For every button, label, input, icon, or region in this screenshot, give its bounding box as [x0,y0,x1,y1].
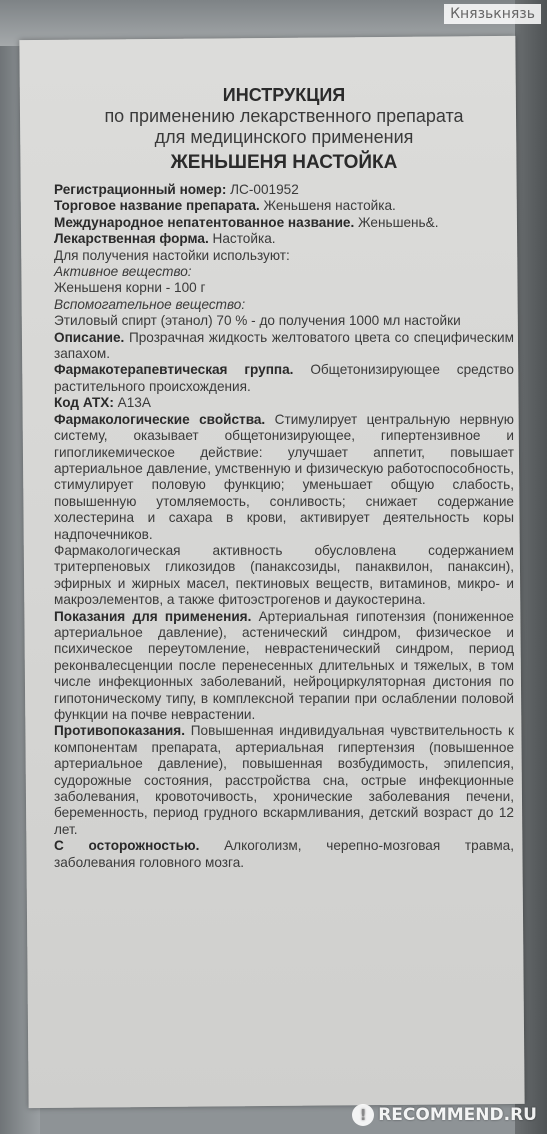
pharm-props-label: Фармакологические свойства. [54,411,266,427]
inn-value: Женьшень&. [354,214,439,230]
description-label: Описание. [54,329,125,345]
registration-value: ЛС-001952 [226,182,299,197]
dosage-form-label: Лекарственная форма. [54,231,209,247]
caution [54,838,514,871]
caution-label: С осторожностью. [54,838,200,854]
author-watermark: Князькнязь [444,4,541,24]
dosage-form [54,231,514,247]
composition-intro: Для получения настойки используют: [54,247,290,263]
trade-name-value: Женьшеня настойка. [259,198,396,214]
excipient-label: Вспомогательное вещество: [54,296,246,312]
pharm-group-label: Фармакотерапевтическая группа. [54,362,294,378]
indications [54,609,514,724]
doc-title: ИНСТРУКЦИЯ [222,85,346,105]
active-substance-value: Женьшеня корни - 100 г [54,280,206,296]
caution-value: Алкоголизм, черепно-мозговая травма, заболевания головного мозга. [54,838,515,870]
instruction-document [54,84,514,871]
doc-subtitle-1: по применению лекарственного препарата [104,106,464,126]
contraindications-label: Противопоказания. [54,723,185,739]
registration-number [54,182,514,198]
indications-value: Артериальная гипотензия (пониженное артериальное давление), астенический синдром, физическое и психическое переутомление, неврастенический синдром, период реконвалесценции после перенесенных длительных и тяжелых, в том числе инфекционных заболеваний, нейроциркуляторная дистония по гипотоническому типу, в комплексной терапии при ослаблении половой функции на почве неврастении. [54,608,514,722]
contraindications-value: Повышенная индивидуальная чувствительность к компонентам препарата, артериальная гипертензия (повышенное артериальное давление), повышенная возбудимость, эпилепсия, судорожные состояния, расстройства сна, острые инфекционные заболевания, кровоточивость, хронические заболевания печени, беременность, период грудного вскармливания, детский возраст до 12 лет. [54,723,514,837]
trade-name-label: Торговое название препарата. [54,198,260,214]
site-watermark-text: RECOMMEND.RU [378,1105,537,1125]
pharmacotherapeutic-group [54,362,514,395]
dosage-form-value: Настойка. [208,231,276,247]
active-substance-label: Активное вещество: [54,264,192,280]
site-watermark [352,1104,537,1126]
trade-name [54,198,514,214]
pharmacological-activity: Фармакологическая активность обусловлена содержанием тритерпеновых гликозидов (панаксозиды, панаквилон, панаксин), эфирных и жирных масел, пектиновых веществ, витаминов, микро- и макроэлементов, а также фитоэстрогенов и даукостерина. [54,542,514,608]
inn-name [54,215,514,231]
excipient-value: Этиловый спирт (этанол) 70 % - до получения 1000 мл настойки [54,313,461,329]
indications-label: Показания для применения. [54,608,252,624]
atc-code [54,395,514,411]
description-value: Прозрачная жидкость желтоватого цвета со специфическим запахом. [54,329,514,362]
description [54,330,514,363]
inn-label: Международное непатентованное название. [54,214,355,230]
pharm-group-value: Общетонизирующее средство растительного происхождения. [54,362,514,394]
recommend-logo-icon: ! [352,1104,374,1126]
registration-label: Регистрационный номер: [54,182,227,197]
atc-label: Код АТХ: [54,395,114,411]
pharm-props-value: Стимулирует центральную нервную систему, оказывает общетонизирующее, гипертензивное и гипогликемическое действие: улучшает аппетит, повышает артериальное давление, умственную и физическую работоспособность, стимулирует половую функцию; уменьшает общую слабость, повышенную утомляемость, сонливость; снижает содержание холестерина и сахара в крови, активирует деятельность коры надпочечников. [54,411,514,542]
doc-subtitle-2: для медицинского применения [154,127,414,147]
pharmacological-properties [54,412,514,543]
contraindications [54,723,514,838]
drug-name: ЖЕНЬШЕНЯ НАСТОЙКА [170,152,398,173]
atc-value: А13А [113,395,151,411]
